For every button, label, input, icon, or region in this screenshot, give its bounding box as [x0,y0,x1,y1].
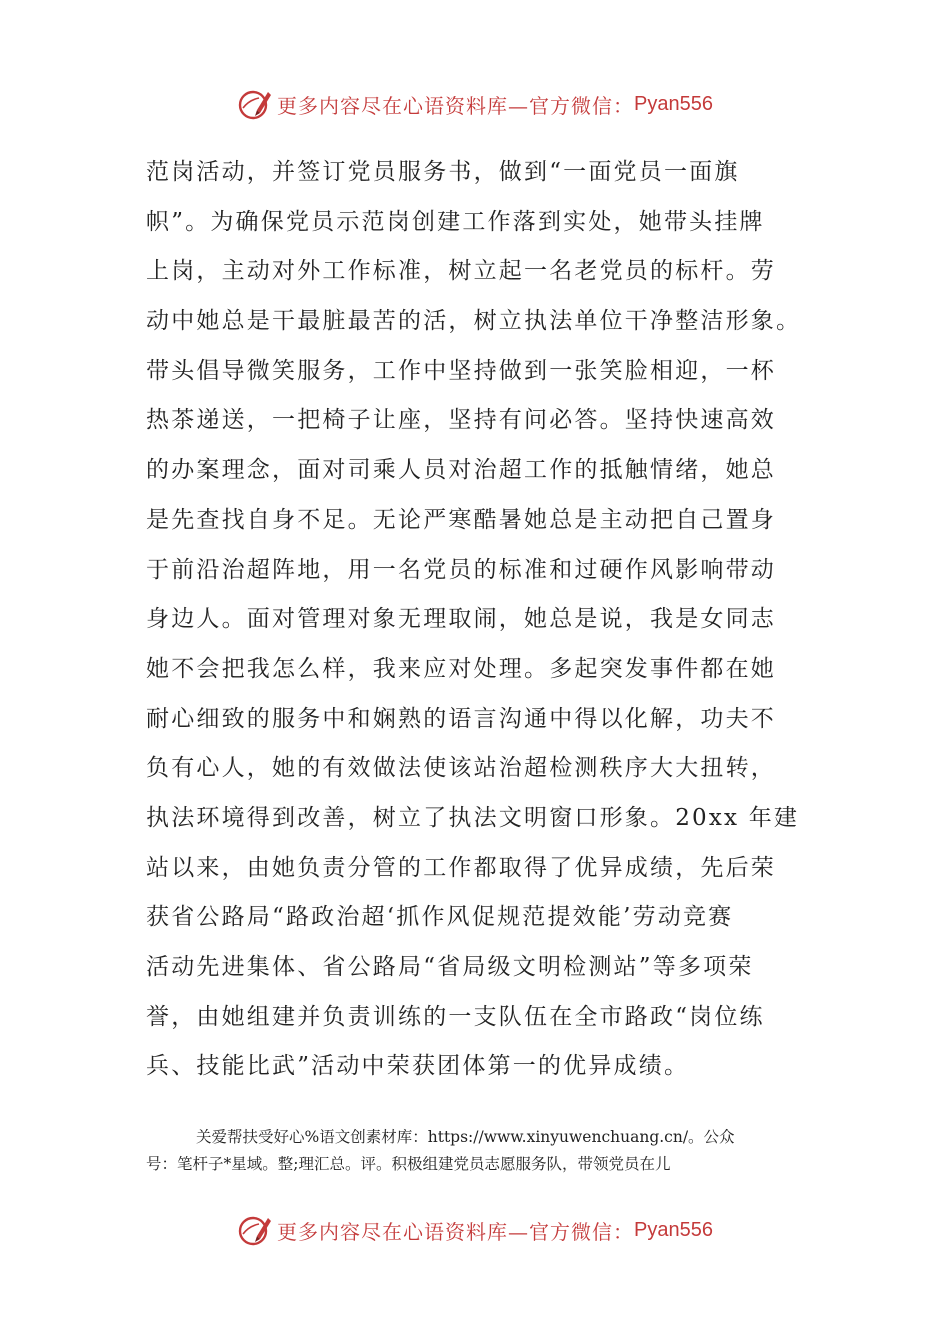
body-line: 她不会把我怎么样，我来应对处理。多起突发事件都在她 [146,655,776,682]
header-banner-wechat-id: Pyan556 [634,92,713,115]
footer-note [146,1124,806,1178]
body-line: 范岗活动，并签订党员服务书，做到“一面党员一面旗 [146,159,740,185]
header-banner [0,84,950,124]
body-line: 的办案理念，面对司乘人员对治超工作的抵触情绪，她总 [146,457,776,484]
body-line: 站以来，由她负责分管的工作都取得了优异成绩，先后荣 [146,854,776,881]
body-line: 热茶递送，一把椅子让座，坚持有问必答。坚持快速高效 [146,407,776,434]
body-line: 是先查找自身不足。无论严寒酷暑她总是主动把自己置身 [146,506,776,533]
body-line: 带头倡导微笑服务，工作中坚持做到一张笑脸相迎，一杯 [146,357,776,384]
body-line: 活动先进集体、省公路局“省局级文明检测站”等多项荣 [146,954,754,980]
footer-banner [0,1210,950,1250]
pen-logo-icon [237,86,273,122]
header-banner-text: 更多内容尽在心语资料库—官方微信： [277,93,635,118]
body-line: 于前沿治超阵地，用一名党员的标准和过硬作风影响带动 [146,556,776,583]
footer-banner-wechat-id: Pyan556 [634,1218,713,1241]
body-text [146,148,806,1092]
body-line: 动中她总是干最脏最苦的活，树立执法单位干净整洁形象。 [146,308,802,335]
footer-banner-text: 更多内容尽在心语资料库—官方微信： [277,1219,635,1244]
body-line: 执法环境得到改善，树立了执法文明窗口形象。20xx 年建 [146,804,800,831]
body-line: 负有心人，她的有效做法使该站治超检测秩序大大扭转， [146,755,776,782]
body-line: 获省公路局“路政治超‘抓作风促规范提效能’劳动竞赛 [146,904,734,931]
body-line: 誉，由她组建并负责训练的一支队伍在全市路政“岗位练 [146,1003,765,1030]
body-line: 耐心细致的服务中和娴熟的语言沟通中得以化解，功夫不 [146,705,776,732]
body-line: 兵、技能比武”活动中荣获团体第一的优异成绩。 [146,1053,690,1080]
body-line: 帜”。为确保党员示范岗创建工作落到实处，她带头挂牌 [146,208,765,235]
body-line: 身边人。面对管理对象无理取闹，她总是说，我是女同志 [146,606,776,633]
footer-note-line: 号：笔杆子*星域。整;理汇总。评。积极组建党员志愿服务队，带领党员在儿 [146,1155,671,1173]
pen-logo-icon [237,1212,273,1248]
body-line: 上岗，主动对外工作标准，树立起一名老党员的标杆。劳 [146,258,776,285]
footer-note-line: 关爱帮扶受好心%语文创素材库：https://www.xinyuwenchuang.cn/。公众 [196,1128,735,1146]
